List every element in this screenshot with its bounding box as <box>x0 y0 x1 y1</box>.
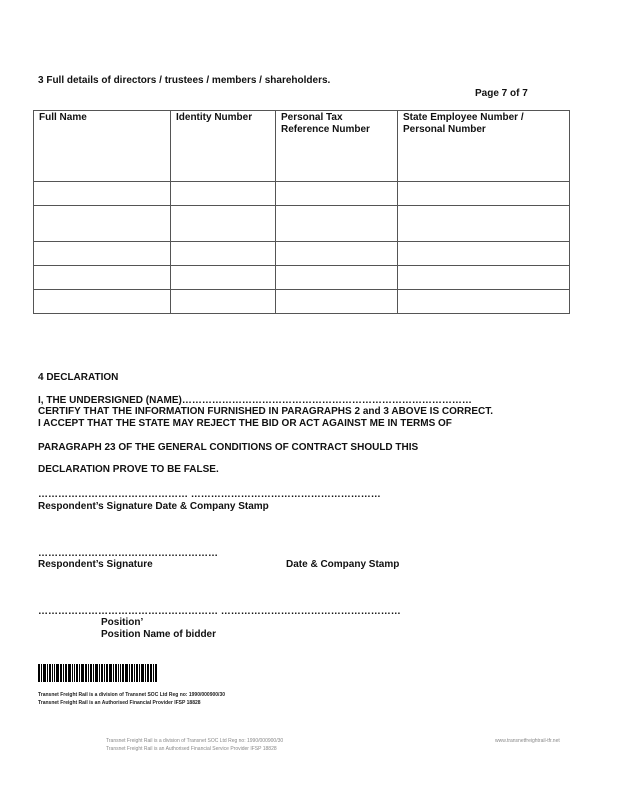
barcode-image <box>38 664 184 682</box>
declaration-line: CERTIFY THAT THE INFORMATION FURNISHED IN PARAGRAPHS 2 and 3 ABOVE IS CORRECT. <box>38 406 494 417</box>
cell[interactable] <box>34 206 171 242</box>
section4-heading: 4 DECLARATION <box>38 372 119 383</box>
cell[interactable] <box>276 290 398 314</box>
signature-dots: ……………………………………………… <box>38 548 218 559</box>
cell[interactable] <box>171 290 276 314</box>
footer-grey-line: Transnet Freight Rail is a division of Transnet SOC Ltd Reg no: 1990/000900/30 <box>106 738 284 744</box>
cell[interactable] <box>34 290 171 314</box>
col-identity-number: Identity Number <box>171 111 276 182</box>
cell[interactable] <box>276 182 398 206</box>
cell[interactable] <box>34 242 171 266</box>
footer-line: Transnet Freight Rail is a division of Transnet SOC Ltd Reg no: 1990/000900/30 <box>38 692 225 698</box>
cell[interactable] <box>171 266 276 290</box>
footer-url: www.transnetfreightrail-tfr.net <box>495 738 560 744</box>
cell[interactable] <box>276 266 398 290</box>
cell[interactable] <box>34 266 171 290</box>
table-row <box>34 182 570 206</box>
footer-grey-line: Transnet Freight Rail is an Authorised Financial Service Provider IFSP 18828 <box>106 746 277 752</box>
declaration-line: PARAGRAPH 23 OF THE GENERAL CONDITIONS OF CONTRACT SHOULD THIS <box>38 442 419 453</box>
cell[interactable] <box>34 182 171 206</box>
section3-heading: 3 Full details of directors / trustees / members / shareholders. <box>38 75 331 86</box>
table-row <box>34 242 570 266</box>
signature-label: Respondent’s Signature <box>38 559 153 570</box>
cell[interactable] <box>276 242 398 266</box>
table-row <box>34 290 570 314</box>
declaration-line: DECLARATION PROVE TO BE FALSE. <box>38 464 219 475</box>
cell[interactable] <box>398 242 570 266</box>
cell[interactable] <box>398 206 570 242</box>
cell[interactable] <box>398 290 570 314</box>
col-full-name: Full Name <box>34 111 171 182</box>
table-header-row <box>34 111 570 182</box>
cell[interactable] <box>398 182 570 206</box>
cell[interactable] <box>276 206 398 242</box>
declaration-line: I, THE UNDERSIGNED (NAME)…………………………………………………………………………… <box>38 395 472 406</box>
date-stamp-label: Date & Company Stamp <box>286 559 400 570</box>
cell[interactable] <box>171 242 276 266</box>
cell[interactable] <box>398 266 570 290</box>
table-row <box>34 266 570 290</box>
page-number: Page 7 of 7 <box>475 88 528 99</box>
signature-dots: ……………………………………… ………………………………………………… <box>38 489 381 500</box>
directors-table <box>33 110 570 314</box>
col-state-employee: State Employee Number / Personal Number <box>398 111 570 182</box>
table-row <box>34 206 570 242</box>
cell[interactable] <box>171 206 276 242</box>
cell[interactable] <box>171 182 276 206</box>
position-name-label: Position Name of bidder <box>101 629 217 640</box>
position-label: Position’ <box>101 617 144 628</box>
col-tax-ref: Personal Tax Reference Number <box>276 111 398 182</box>
position-dots: ……………………………………………… ……………………………………………… <box>38 606 401 617</box>
declaration-line: I ACCEPT THAT THE STATE MAY REJECT THE BID OR ACT AGAINST ME IN TERMS OF <box>38 418 452 429</box>
footer-line: Transnet Freight Rail is an Authorised Financial Provider IFSP 18828 <box>38 700 201 706</box>
signature-label: Respondent’s Signature Date & Company Stamp <box>38 501 269 512</box>
